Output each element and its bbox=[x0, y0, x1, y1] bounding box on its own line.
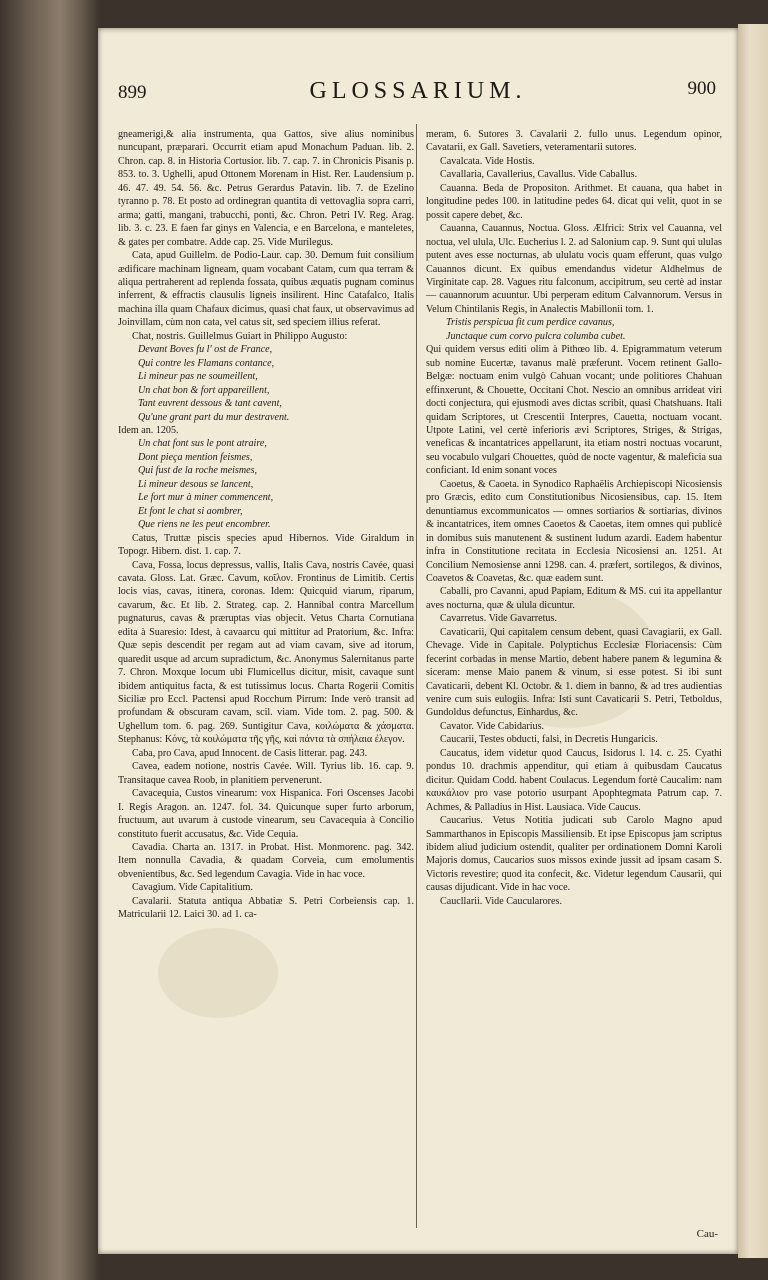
verse-line: Un chat bon & fort appareillent, bbox=[138, 384, 270, 396]
verse-line: Un chat font sus le pont atraire, bbox=[138, 438, 267, 450]
verse-line: Devant Boves fu l' ost de France, bbox=[138, 344, 273, 356]
paragraph: Cavalarii. Statuta antiqua Abbatiæ S. Petri Corbeiensis cap. 1. Matricularii 12. Laici 30. ad 1. ca- bbox=[118, 895, 414, 921]
paragraph: Cavacequia, Custos vinearum: vox Hispanica. Fori Oscenses Jacobi I. Regis Aragon. an. 1247. fol. 34. Quicunque super furto arborum, fructuum, aut uvarum à custode vinearum, seu Cavacequia à Concilio constituto fuerit accusatus, &c. Vide Cequia. bbox=[118, 788, 414, 840]
paragraph: Caballi, pro Cavanni, apud Papiam, Editum & MS. cui ita appellantur aves nocturna, quæ & ulula dicuntur. bbox=[426, 586, 722, 611]
paragraph: Caucatus, idem videtur quod Caucus, Isidorus l. 14. c. 25. Cyathi pondus 10. drachmis appenditur, qui etiam à quibusdam Caucatus dicitur. Quidam Codd. habent Coulacus. Legendum fortè Caucalim: nam καυκάλιον pro vase potorio usurpant Apophtegmata Patrum cap. 7. Achmes, & Palladius in Hist. Lausiaca. Vide Caucus. bbox=[426, 747, 722, 813]
verse-line: Le fort mur à miner commencent, bbox=[138, 492, 274, 504]
verse-line: Dont pieça mention feismes, bbox=[138, 451, 253, 463]
verse-line: Et font le chat si aombrer, bbox=[138, 505, 243, 517]
facing-page-edge bbox=[738, 24, 768, 1258]
paragraph: Cavarretus. Vide Gavarretus. bbox=[440, 613, 557, 625]
book-page bbox=[98, 28, 738, 1254]
paragraph: Catus, Truttæ piscis species apud Hibernos. Vide Giraldum in Topogr. Hibern. dist. 1. cap. 7. bbox=[118, 532, 414, 558]
paper-stain bbox=[158, 928, 278, 1018]
page-number-right: 900 bbox=[687, 78, 716, 99]
paragraph: Cava, Fossa, locus depressus, vallis, Italis Cava, nostris Cavée, quasi cavata. Gloss. Lat. Græc. Cavum, κοῖλον. Frontinus de Limitib. Certis locis vias, cavas, itinera, coronas. Idem: Quicquid viarum, riparum, cavarum, &c. Et lib. 2. Strateg. cap. 2. Hannibal contra Marcellum pugnaturus, cavas & præruptas vias objecit. Vetus Charta Cornutiana edita à Suaresio: Idest, à cavaarcu qui mittitur ad Pratorium, &c. Infra: Quæ sepis descendit per regam aut ad viam cavam, sive ad itorum, quaredit usque ad arcum supradictum, &c. Anonymus Salernitanus parte 7. Chron. Moxque locum ubi Flumicellus dicitur, misit, cavaque sunt ibidem antiquitus facta, & est tutissimus locus. Charta Rogerii Comitis Siciliæ pro Eccl. Pactensi apud Rocchum Pirrum: Inde verò transit ad profundam & obscuram cavam, scil. viam. Vide tom. 2. pag. 500. & Ughellum tom. 6. pag. 269. Suntigitur Cava, κοιλώματα & χάσματα. Stephanus: Κόνς, τὰ κοιλώματα τῆς γῆς, καὶ πάντα τὰ σπήλαια ἐλεγον. bbox=[118, 559, 414, 746]
verse-line: Tristis perspicua fit cum perdice cavanus, bbox=[446, 317, 615, 329]
left-column bbox=[118, 128, 414, 922]
paragraph: meram, 6. Sutores 3. Cavalarii 2. fullo unus. Legendum opinor, Cavatarii, ex Gall. Savetiers, veteramentarii sutores. bbox=[426, 129, 722, 154]
paragraph: Cavalcata. Vide Hostis. bbox=[440, 155, 535, 167]
paragraph: Cavea, eadem notione, nostris Cavée. Will. Tyrius lib. 16. cap. 9. Transitaque cavea Roob, in planitiem pervenerunt. bbox=[118, 761, 414, 786]
paragraph: Qui quidem versus editi olim à Pithœo lib. 4. Epigrammatum veterum sub nomine Eucertæ, tavanus malè præferunt. Vocem retinent Gallo-Belgæ: noctuam enim vulgò Cahuan vocant; unde politiores Chahuan effinxerunt, & Chouette, Occitani Chot. Nescio an omnibus arrideat viri docti conjectura, qui ejusmodi aves dictas scribit, quasi Chatshuans. Itali quidam Scriptores, ut Crescentii Interpres, Cauetta, noctuam vocant. Utpote Latini, vel certè inferioris ævi Scriptores, Striges, & Strigas, veneficas & incantatrices appellarunt, ita etiam nostri noctuas vocarunt, seu vocabulo vulgari Chouettes, quòd de nocte vagentur, & maleficia sua conficiant. Id enim sonant voces bbox=[426, 344, 722, 477]
paragraph: gneamerigi,& alia instrumenta, qua Gattos, sive alius nominibus nuncupant, præparari. Occurrit etiam apud Monachum Paduan. lib. 2. Chron. cap. 8. in Historia Cortusior. lib. 7. cap. 7. in Chronicis Pisanis p. 853. to. 3. Ughelli, apud Ottonem Morenam in Hist. Rer. Laudensium p. 46. 47. 49. 54. 56. &c. Petrus Gerardus Patavin. lib. 7. de Ezelino tyranno p. 78. Et posto ad ordinegran quantita di vettovaglia sopra carri, arma; gatti, mangani, trabucchi, ponti, &c. Chron. Petri IV. Reg. Arag. lib. 3. c. 23. E faen far ginys en Valencia, e en Barcelona, e manteletes, & gates per combatre. Adde cap. 25. Vide Murilegus. bbox=[118, 129, 414, 248]
catchword: Cau- bbox=[696, 1228, 718, 1240]
paragraph: Cavallaria, Cavallerius, Cavallus. Vide Caballus. bbox=[440, 169, 638, 181]
paragraph: Caucarius. Vetus Notitia judicati sub Carolo Magno apud Sammarthanos in Episcopis Massiliensib. Et ipse Episcopus jam scriptus ibidem aliud judicium ostendit, qualiter per ordinationem Domni Karoli Majoris domus, Caucarios suos missos exinde jussit ad ipsam casam S. Victoris revestire; quod ita confecit, &c. Videtur legendum Causarii, qui causas dijudicant. Vide in hac voce. bbox=[426, 815, 722, 894]
verse-line: Qu'une grant part du mur destravent. bbox=[138, 411, 290, 423]
verse-line: Li mineur desous se lancent, bbox=[138, 478, 254, 490]
page-number-left: 899 bbox=[118, 82, 147, 103]
paragraph: Cavadia. Charta an. 1317. in Probat. Hist. Monmorenc. pag. 342. Item nonnulla Cavadia, & quadam Corveia, cum emolumentis obvenientibus, &c. Sed legendum Cavagia. Vide in hac voce. bbox=[118, 842, 414, 880]
column-divider bbox=[416, 124, 417, 1228]
verse-line: Que riens ne les peut encombrer. bbox=[138, 519, 271, 531]
verse-line: Qui contre les Flamans contance, bbox=[138, 357, 275, 369]
paragraph: Cavagium. Vide Capitalitium. bbox=[132, 882, 253, 894]
running-title: GLOSSARIUM. bbox=[309, 78, 527, 104]
verse-line: Junctaque cum corvo pulcra columba cubet. bbox=[446, 330, 626, 342]
paragraph: Caucarii, Testes obducti, falsi, in Decretis Hungaricis. bbox=[440, 734, 658, 746]
verse-line: Tant euvrent dessous & tant cavent, bbox=[138, 398, 282, 410]
paragraph: Cauanna. Beda de Propositon. Arithmet. Et cauana, qua habet in longitudine pedes 100. in latitudine pedes 64. dicat qui velit, quot in se possit capere debet, &c. bbox=[426, 182, 722, 221]
paragraph: Cata, apud Guillelm. de Podio-Laur. cap. 30. Demum fuit consilium ædificare machinam ligneam, quam vocabant Catam, cum qua terram & aliqua pertraherent ad replenda fossata, quibus æquatis pugnam cominus inferrent, & effractis clausulis ligneis insilirent. Hinc Catafalco, Italis machina illa quam Chafaux dicimus, quasi chat faux, ut observavimus ad Joinvillam, cùm non cata, vel catus sit, sed speciem illius referat. bbox=[118, 250, 414, 329]
paragraph: Chat, nostris. Guillelmus Guiart in Philippo Augusto: bbox=[132, 330, 348, 342]
verse-line: Li mineur pas ne soumeillent, bbox=[138, 371, 258, 383]
paragraph: Cavaticarii, Qui capitalem censum debent, quasi Cavagiarii, ex Gall. Chevage. Vide in Capitale. Polyptichus Ecclesiæ Floriacensis: Cùm fecerint corbadas in mense Martio, debent habere panem & legumina & siceram: mense Maio panem & vinum, si esse potest. Si ibi sunt Cavaticarii, debent Kl. Octobr. & 1. diem in banno, & ad tres audientias venire cum suis eulogiis. Infra: Isti sunt Cavaticarii S. Petri, Tetboldus, Gundoldus defunctus, Einhardus, &c. bbox=[426, 626, 722, 719]
right-column bbox=[426, 128, 722, 908]
page-header bbox=[98, 78, 738, 108]
paragraph: Idem an. 1205. bbox=[118, 424, 179, 436]
paragraph: Caucllarii. Vide Caucularores. bbox=[440, 895, 562, 907]
verse-line: Qui fust de la roche meismes, bbox=[138, 465, 258, 477]
paragraph: Cauanna, Cauannus, Noctua. Gloss. Ælfrici: Strix vel Cauanna, vel noctua, vel ulula, Ulc. Eucherius l. 2. ad Salonium cap. 9. Sunt qui ululas putent aves esse nocturnas, ab ululatu vocis quam efferunt, quas vulgo Cauannos dicunt. Ex quibus emendandus videtur Aldhelmus de Virginitate cap. 28. Vagues ritu falconum, accipitrum, seu certè ad instar — cauannorum acuuntur. Ubi perperam editum Calvannorum. Versus in Velum Chintilanis Regis, in Analectis Mabillonii tom. 1. bbox=[426, 223, 722, 315]
paragraph: Cavator. Vide Cabidarius. bbox=[440, 720, 545, 732]
paragraph: Caoetus, & Caoeta. in Synodico Raphaëlis Archiepiscopi Nicosiensis pro Græcis, edito cum Constitutionibus Nicosiensibus, cap. 15. Item denuntiamus excommunicatos — omnes sortiarios & sortiarias, divinos & incantatrices, item omnes Caoetos & Caoetas, item omnes qui publicè in domibus suis manutenent & sustinent ludum azardi. Eadem habentur infra in Constitutione recitata in Ecclesia Nicosiensi an. 1251. At Concilium Nemosiense anni 1298. can. 4. præfert, sortilegos, & divinos, Coavetos & Coavetas, &c. quæ eadem sunt. bbox=[426, 478, 722, 584]
paragraph: Caba, pro Cava, apud Innocent. de Casis litterar. pag. 243. bbox=[132, 747, 368, 759]
